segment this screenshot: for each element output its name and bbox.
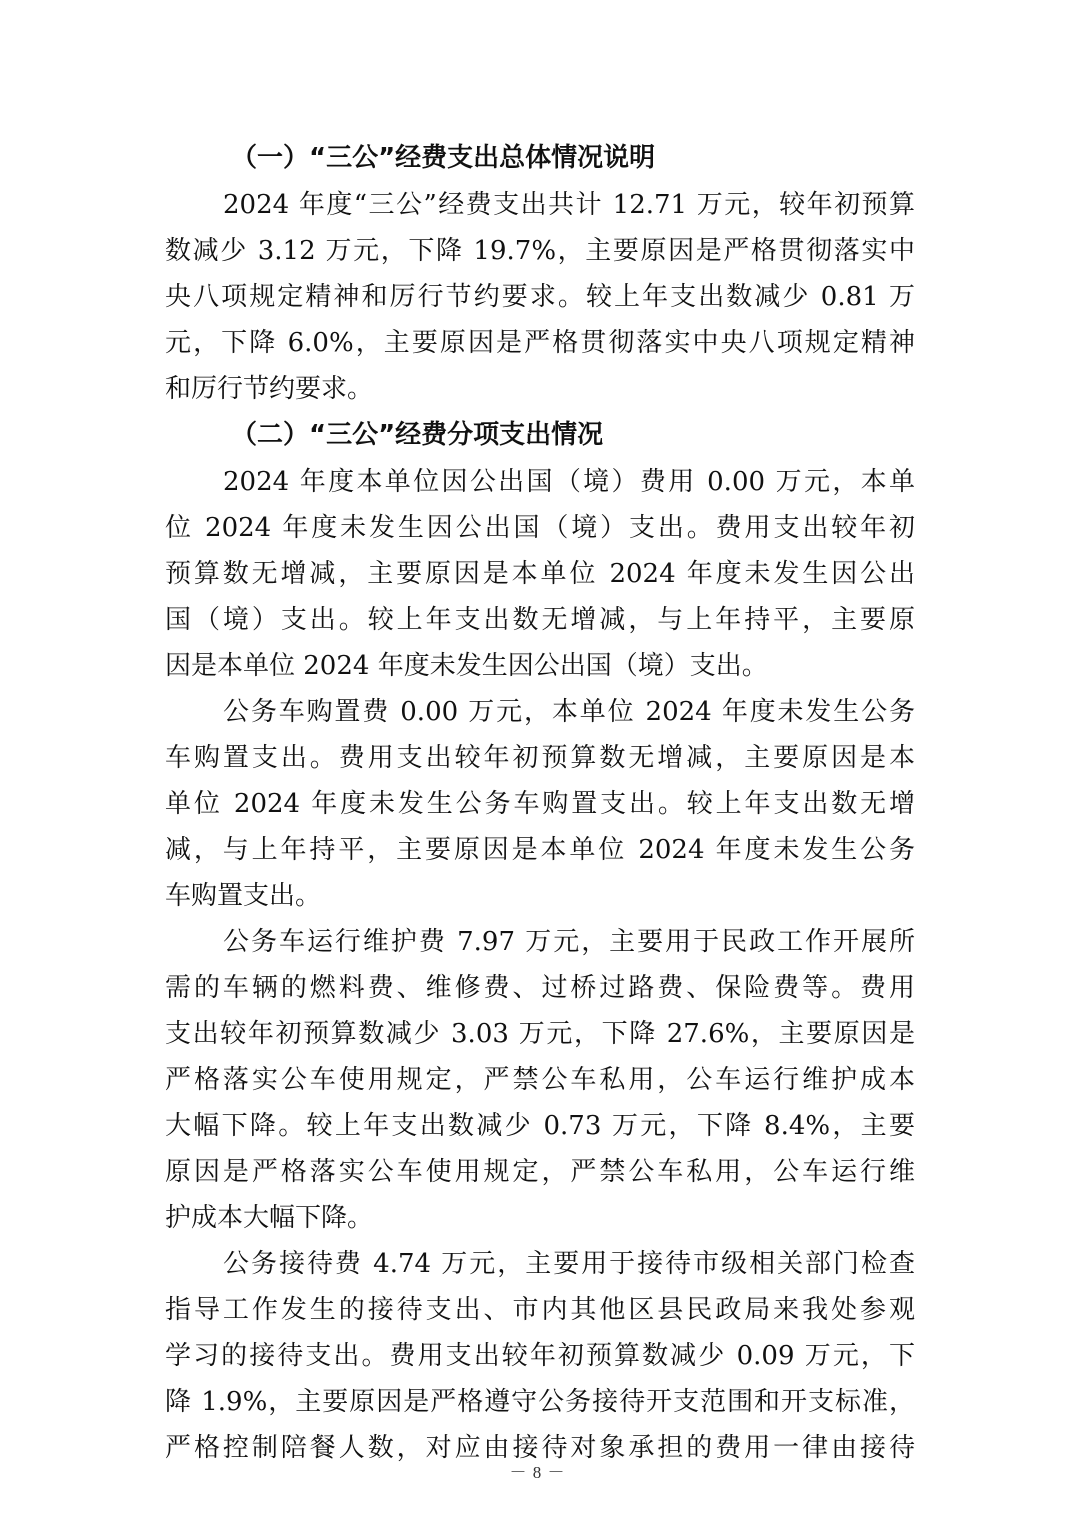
text-line: 公务车运行维护费 7.97 万元，主要用于民政工作开展所 — [223, 927, 915, 957]
text-line: 车购置支出。费用支出较年初预算数无增减，主要原因是本 — [165, 743, 915, 773]
paragraph-reception — [165, 1241, 915, 1471]
paragraph-vehicle-purchase — [165, 689, 915, 919]
text-line: 需的车辆的燃料费、维修费、过桥过路费、保险费等。费用 — [165, 973, 915, 1003]
text-line: 严格落实公车使用规定，严禁公车私用，公车运行维护成本 — [165, 1065, 915, 1095]
paragraph-overall — [165, 182, 915, 412]
section-heading-itemized: （二）“三公”经费分项支出情况 — [231, 420, 604, 450]
text-line: 严格控制陪餐人数，对应由接待对象承担的费用一律由接待 — [165, 1433, 915, 1463]
document-body — [165, 135, 915, 1471]
text-line: 大幅下降。较上年支出数减少 0.73 万元，下降 8.4%，主要 — [165, 1111, 915, 1141]
text-line: 位 2024 年度未发生因公出国（境）支出。费用支出较年初 — [165, 513, 915, 543]
text-line: 车购置支出。 — [165, 881, 322, 911]
text-line: 国（境）支出。较上年支出数无增减，与上年持平，主要原 — [165, 605, 915, 635]
text-line: 和厉行节约要求。 — [165, 374, 374, 404]
text-line: 元，下降 6.0%，主要原因是严格贯彻落实中央八项规定精神 — [165, 328, 915, 358]
text-line: 护成本大幅下降。 — [165, 1203, 374, 1233]
text-line: 单位 2024 年度未发生公务车购置支出。较上年支出数无增 — [165, 789, 915, 819]
page-number: － 8 － — [509, 1463, 566, 1482]
text-line: 原因是严格落实公车使用规定，严禁公车私用，公车运行维 — [165, 1157, 915, 1187]
text-line: 降 1.9%，主要原因是严格遵守公务接待开支范围和开支标准， — [165, 1387, 915, 1417]
text-line: 数减少 3.12 万元，下降 19.7%，主要原因是严格贯彻落实中 — [165, 236, 915, 266]
text-line: 央八项规定精神和厉行节约要求。较上年支出数减少 0.81 万 — [165, 282, 915, 312]
paragraph-overseas-travel — [165, 459, 915, 689]
text-line: 因是本单位 2024 年度未发生因公出国（境）支出。 — [165, 651, 768, 681]
text-line: 指导工作发生的接待支出、市内其他区县民政局来我处参观 — [165, 1295, 915, 1325]
text-line: 减，与上年持平，主要原因是本单位 2024 年度未发生公务 — [165, 835, 915, 865]
text-line: 预算数无增减，主要原因是本单位 2024 年度未发生因公出 — [165, 559, 915, 589]
text-line: 2024 年度本单位因公出国（境）费用 0.00 万元，本单 — [223, 467, 915, 497]
text-line: 学习的接待支出。费用支出较年初预算数减少 0.09 万元，下 — [165, 1341, 915, 1371]
paragraph-vehicle-maintenance — [165, 919, 915, 1241]
text-line: 支出较年初预算数减少 3.03 万元，下降 27.6%，主要原因是 — [165, 1019, 915, 1049]
text-line: 公务接待费 4.74 万元，主要用于接待市级相关部门检查 — [223, 1249, 915, 1279]
text-line: 2024 年度“三公”经费支出共计 12.71 万元，较年初预算 — [223, 190, 915, 220]
section-heading-overall: （一）“三公”经费支出总体情况说明 — [231, 143, 656, 173]
text-line: 公务车购置费 0.00 万元，本单位 2024 年度未发生公务 — [223, 697, 915, 727]
